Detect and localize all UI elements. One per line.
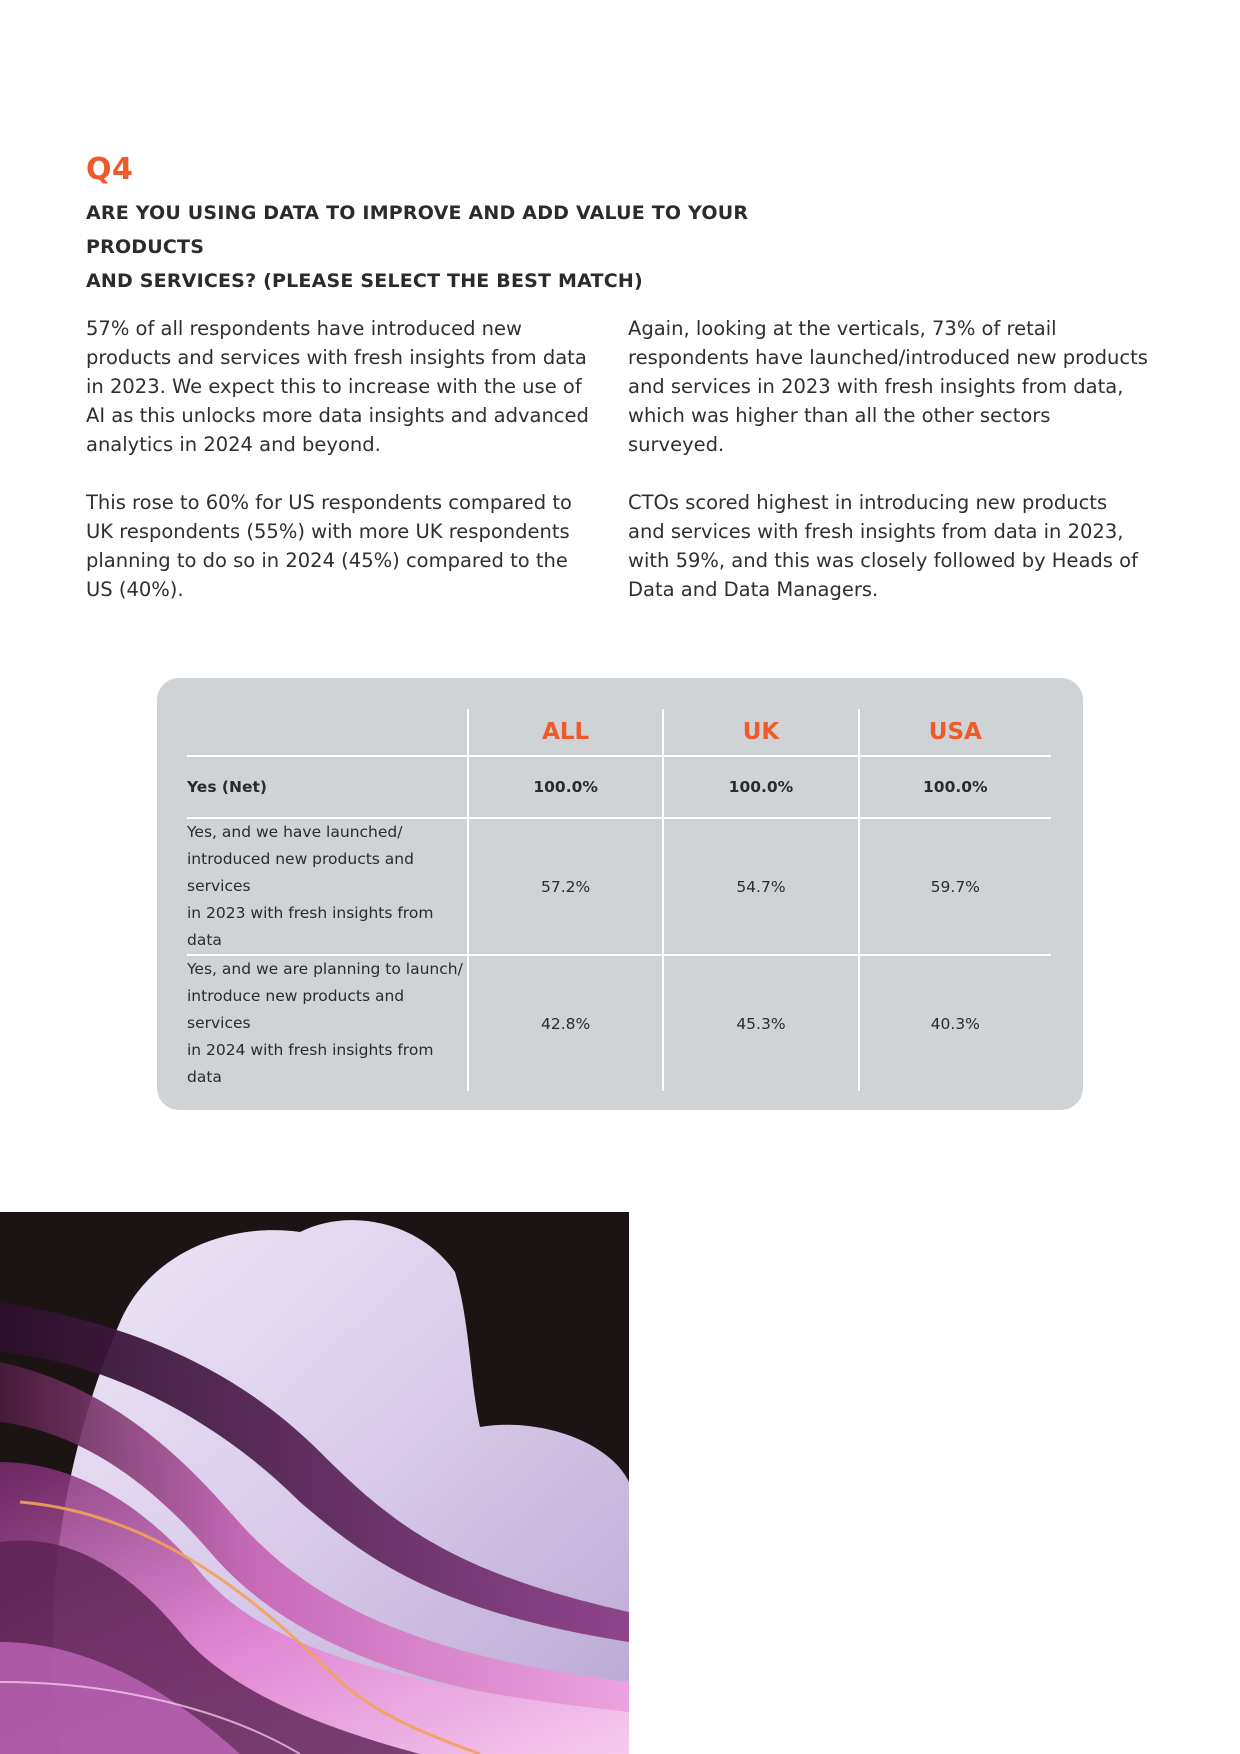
row-label-line: Yes, and we have launched/ [187,823,403,841]
abstract-cloud-illustration [0,1212,629,1754]
column-header-all: ALL [468,709,663,756]
table-header-row [187,709,1051,756]
cell-value: 54.7% [663,818,858,955]
table-row [187,756,1051,818]
abstract-cloud-photo [0,1212,629,1754]
table-header-blank [187,709,468,756]
body-paragraph: CTOs scored highest in introducing new products and services with fresh insights from data in 2023, with 59%, and this was closely followed by Heads of Data and Data Managers. [628,491,1138,601]
row-label [187,818,468,955]
cell-value: 45.3% [663,955,858,1091]
cell-value: 100.0% [859,756,1051,818]
row-label-line: in 2023 with fresh insights from data [187,904,434,949]
body-right-column [628,314,1148,633]
question-title-line-1: ARE YOU USING DATA TO IMPROVE AND ADD VALUE TO YOUR PRODUCTS [86,202,749,258]
column-header-usa: USA [859,709,1051,756]
table-row [187,818,1051,955]
row-label-line: introduced new products and services [187,850,414,895]
cell-value: 100.0% [663,756,858,818]
row-label-line: Yes, and we are planning to launch/ [187,960,463,978]
cell-value: 100.0% [468,756,663,818]
cell-value: 40.3% [859,955,1051,1091]
question-title [86,196,846,298]
row-label-line: Yes (Net) [187,777,267,796]
results-table-card [157,678,1083,1110]
body-paragraph: This rose to 60% for US respondents compared to UK respondents (55%) with more UK respondents planning to do so in 2024 (45%) compared to the US (40%). [86,491,572,601]
column-header-uk: UK [663,709,858,756]
row-label-line: introduce new products and services [187,987,405,1032]
results-table [187,709,1051,1091]
table-row [187,955,1051,1091]
question-number: Q4 [86,152,134,187]
row-label [187,756,468,818]
cell-value: 59.7% [859,818,1051,955]
cell-value: 42.8% [468,955,663,1091]
cell-value: 57.2% [468,818,663,955]
row-label-line: in 2024 with fresh insights from data [187,1041,434,1086]
question-title-line-2: AND SERVICES? (PLEASE SELECT THE BEST MATCH) [86,270,643,292]
body-paragraph: Again, looking at the verticals, 73% of retail respondents have launched/introduced new products and services in 2023 with fresh insights from data, which was higher than all the other sectors surveyed. [628,317,1148,456]
body-left-column [86,314,596,633]
row-label [187,955,468,1091]
body-paragraph: 57% of all respondents have introduced new products and services with fresh insights from data in 2023. We expect this to increase with the use of AI as this unlocks more data insights and advanced analytics in 2024 and beyond. [86,317,589,456]
